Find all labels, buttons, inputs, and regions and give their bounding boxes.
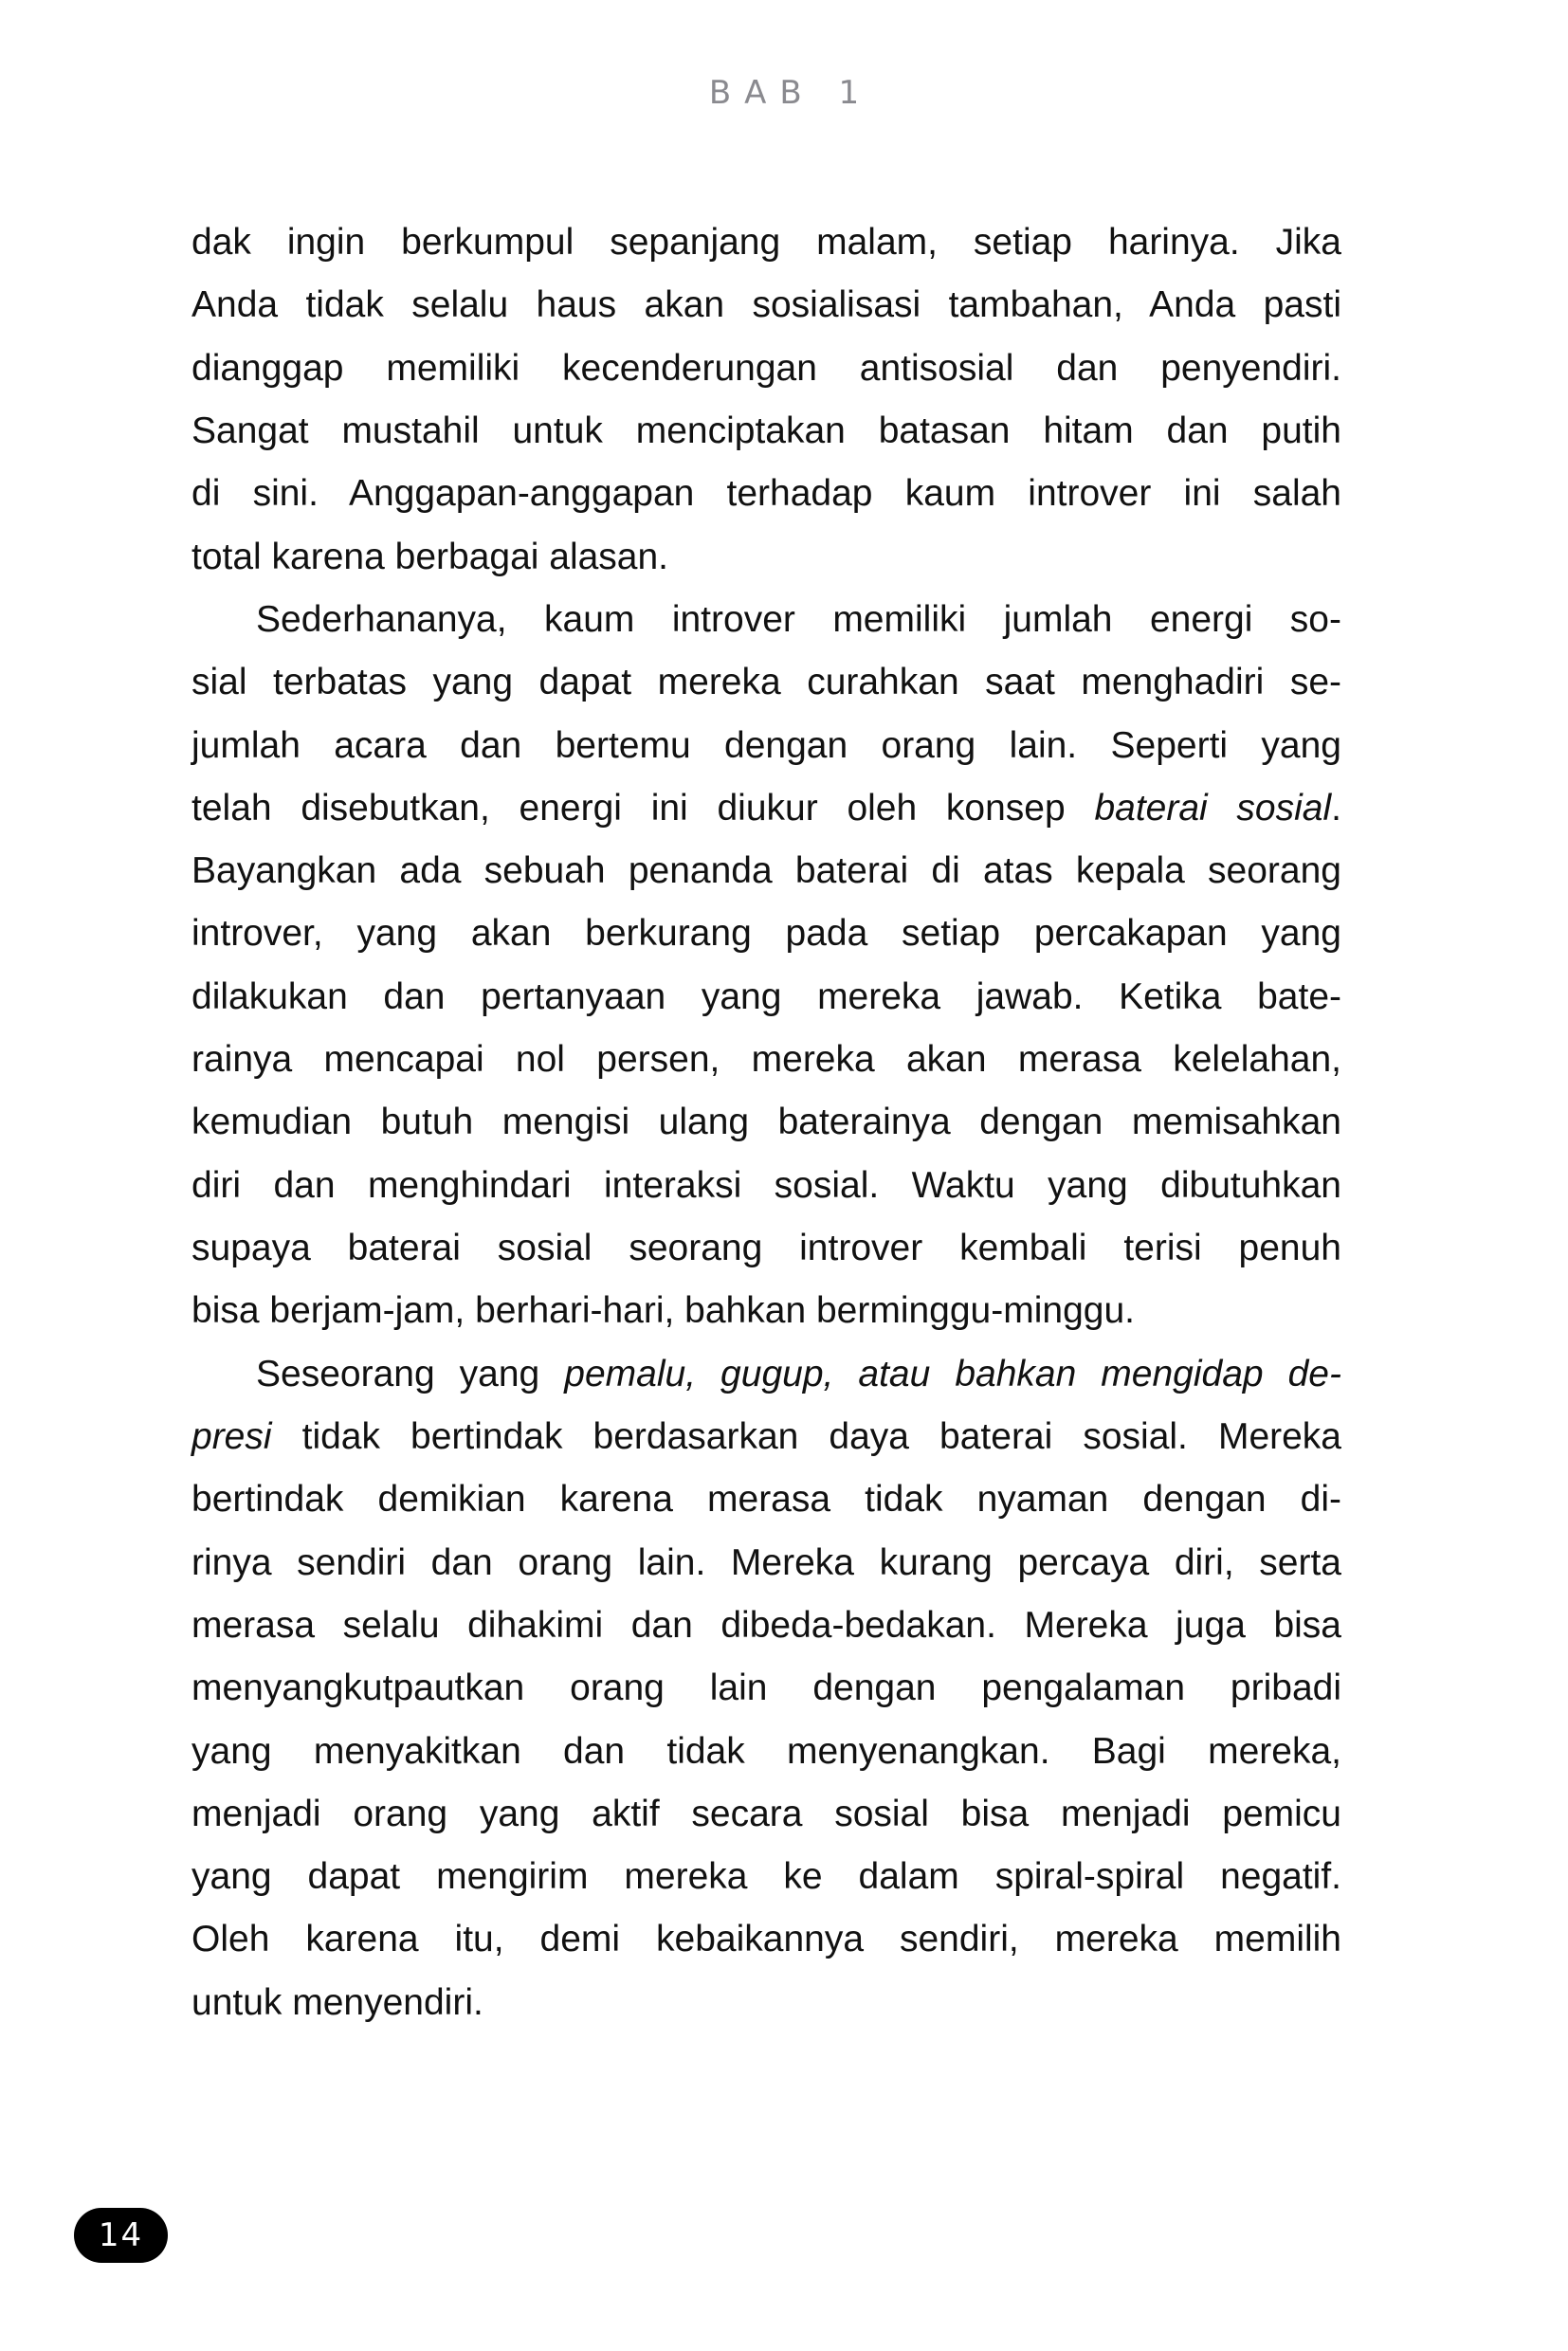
text-line	[191, 966, 1341, 1029]
text-line	[191, 1155, 1341, 1217]
italic-text: presi	[191, 1415, 272, 1457]
text-line	[191, 1280, 1341, 1342]
text-run: merasa selalu dihakimi dan dibeda-bedakan. Mereka juga bisa	[191, 1604, 1341, 1646]
text-run: tidak bertindak berdasarkan daya baterai sosial. Mereka	[271, 1415, 1341, 1457]
text-line	[191, 1532, 1341, 1595]
text-run: menyangkutpautkan orang lain dengan pengalaman pribadi	[191, 1668, 1341, 1709]
text-run: telah disebutkan, energi ini diukur oleh konsep	[191, 787, 1095, 829]
page-number-badge: 14	[74, 2208, 168, 2263]
text-line	[191, 902, 1341, 965]
text-line	[191, 1343, 1341, 1406]
text-run: Sangat mustahil untuk menciptakan batasan hitam dan putih	[191, 410, 1341, 451]
text-run: rainya mencapai nol persen, mereka akan merasa kelelahan,	[191, 1039, 1341, 1081]
text-line	[191, 1091, 1341, 1154]
text-run: menjadi orang yang aktif secara sosial bisa menjadi pemicu	[191, 1793, 1341, 1834]
text-run: Seseorang yang	[256, 1353, 565, 1394]
text-line	[191, 1217, 1341, 1280]
text-line	[191, 211, 1341, 274]
text-run: jumlah acara dan bertemu dengan orang lain. Seperti yang	[191, 724, 1341, 766]
text-run: kemudian butuh mengisi ulang baterainya dengan memisahkan	[191, 1102, 1341, 1143]
text-run: Oleh karena itu, demi kebaikannya sendiri, mereka memilih	[191, 1919, 1342, 1960]
text-line	[191, 715, 1341, 777]
text-line	[191, 1721, 1341, 1783]
italic-text: baterai sosial	[1094, 787, 1332, 829]
text-line	[191, 1908, 1341, 1971]
text-line	[191, 1595, 1341, 1657]
text-run: Sederhananya, kaum introver memiliki jumlah energi so-	[256, 598, 1341, 640]
text-run: total karena berbagai alasan.	[191, 536, 669, 577]
text-line	[191, 1846, 1341, 1908]
text-run: sial terbatas yang dapat mereka curahkan saat menghadiri se-	[191, 662, 1341, 703]
text-run: yang menyakitkan dan tidak menyenangkan. Bagi mereka,	[191, 1730, 1341, 1772]
text-run: Bayangkan ada sebuah penanda baterai di atas kepala seorang	[191, 850, 1341, 892]
text-line	[191, 1029, 1341, 1091]
text-run: diri dan menghindari interaksi sosial. Waktu yang dibutuhkan	[191, 1164, 1341, 1206]
italic-text: pemalu, gugup, atau bahkan mengidap de-	[564, 1353, 1341, 1394]
text-line	[191, 274, 1341, 337]
text-line	[191, 1406, 1341, 1468]
running-header-chapter: BAB 1	[708, 74, 873, 112]
text-line	[191, 1657, 1341, 1720]
text-run: supaya baterai sosial seorang introver kembali terisi penuh	[191, 1228, 1341, 1268]
text-run: dak ingin berkumpul sepanjang malam, setiap harinya. Jika	[191, 222, 1341, 263]
text-line	[191, 589, 1341, 651]
text-line	[191, 777, 1341, 840]
text-run: untuk menyendiri.	[191, 1981, 483, 2023]
text-run: bertindak demikian karena merasa tidak nyaman dengan di-	[191, 1479, 1341, 1521]
text-run: yang dapat mengirim mereka ke dalam spiral-spiral negatif.	[191, 1856, 1342, 1898]
body-text	[191, 211, 1341, 2034]
text-run: .	[1331, 787, 1341, 829]
text-run: Anda tidak selalu haus akan sosialisasi tambahan, Anda pasti	[191, 284, 1341, 326]
text-line	[191, 651, 1341, 714]
text-run: di sini. Anggapan-anggapan terhadap kaum introver ini salah	[191, 473, 1341, 515]
text-line	[191, 1468, 1341, 1531]
text-line	[191, 400, 1341, 463]
text-run: bisa berjam-jam, berhari-hari, bahkan berminggu-minggu.	[191, 1290, 1135, 1332]
text-run: rinya sendiri dan orang lain. Mereka kurang percaya diri, serta	[191, 1541, 1341, 1583]
text-line	[191, 1783, 1341, 1846]
text-run: dilakukan dan pertanyaan yang mereka jawab. Ketika bate-	[191, 975, 1341, 1017]
text-line	[191, 463, 1341, 525]
text-run: introver, yang akan berkurang pada setiap percakapan yang	[191, 913, 1342, 955]
text-line	[191, 1972, 1341, 2034]
text-run: dianggap memiliki kecenderungan antisosial dan penyendiri.	[191, 347, 1341, 389]
text-line	[191, 337, 1341, 400]
text-line	[191, 526, 1341, 589]
text-line	[191, 840, 1341, 902]
